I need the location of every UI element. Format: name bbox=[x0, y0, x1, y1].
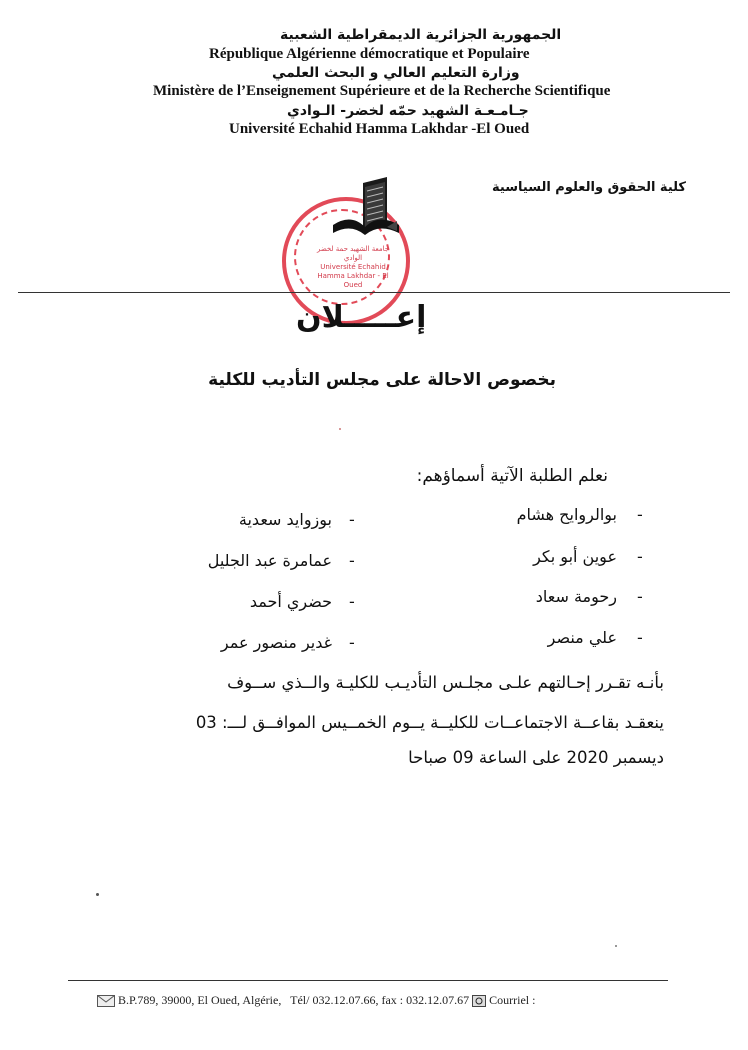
list-dash: - bbox=[349, 510, 355, 529]
student-name: عوين أبو بكر bbox=[533, 547, 617, 566]
announcement-subject: بخصوص الاحالة على مجلس التأديب للكلية bbox=[208, 370, 556, 390]
announcement-title: إعـــــلان bbox=[296, 300, 427, 335]
header-republic-fr: République Algérienne démocratique et Populaire bbox=[209, 46, 530, 62]
footer-phone-fax: Tél/ 032.12.07.66, fax : 032.12.07.67 bbox=[290, 993, 470, 1007]
footer-address: B.P.789, 39000, El Oued, Algérie, bbox=[118, 993, 282, 1007]
student-name: بوزوايد سعدية bbox=[238, 510, 332, 529]
list-dash: - bbox=[349, 633, 355, 652]
list-dash: - bbox=[349, 592, 355, 611]
footer-divider bbox=[68, 980, 668, 981]
scan-speck bbox=[96, 893, 99, 896]
list-dash: - bbox=[637, 505, 643, 524]
envelope-icon bbox=[97, 995, 115, 1007]
header-university-fr: Université Echahid Hamma Lakhdar -El Oued bbox=[229, 121, 530, 137]
footer-email-label: Courriel : bbox=[489, 993, 536, 1007]
scan-speck bbox=[339, 428, 341, 430]
list-dash: - bbox=[637, 628, 643, 647]
header-ministry-fr: Ministère de l’Enseignement Supérieure et de la Recherche Scientifique bbox=[153, 83, 611, 99]
student-name: حضري أحمد bbox=[249, 592, 332, 611]
list-dash: - bbox=[637, 587, 643, 606]
student-name: بوالروايح هشام bbox=[516, 505, 617, 524]
student-name: رحومة سعاد bbox=[535, 587, 617, 606]
header-ministry-ar: وزارة التعليم العالي و البحث العلمي bbox=[272, 65, 520, 81]
student-name: عمامرة عبد الجليل bbox=[207, 551, 332, 570]
stamp-text bbox=[308, 245, 398, 290]
student-name: علي منصر bbox=[547, 628, 617, 647]
email-at-icon bbox=[472, 995, 486, 1007]
list-dash: - bbox=[637, 547, 643, 566]
stamp-text-ar: جامعة الشهيد حمة لخضر الوادي bbox=[316, 245, 390, 262]
header-university-ar: جـامـعـة الشهيد حمّه لخضر- الـوادي bbox=[287, 103, 529, 119]
body-line-2: ينعقـد بقاعــة الاجتماعــات للكليــة يــوم الخمــيس الموافــق لـــ: 03 bbox=[195, 713, 664, 732]
student-name: غدير منصور عمر bbox=[220, 633, 332, 652]
header-divider bbox=[18, 292, 730, 293]
university-building-logo bbox=[325, 175, 405, 245]
intro-line: نعلم الطلبة الآتية أسماؤهم: bbox=[416, 466, 608, 486]
body-line-1: بأنـه تقـرر إحـالتهم علـى مجلـس التأديـب للكليـة والــذي ســوف bbox=[227, 673, 664, 692]
header-republic-ar: الجمهورية الجزائرية الديمقراطية الشعبية bbox=[280, 27, 562, 43]
body-line-3: ديسمبر 2020 على الساعة 09 صباحا bbox=[408, 748, 664, 767]
list-dash: - bbox=[349, 551, 355, 570]
stamp-text-fr: Université Echahid Hamma Lakhdar - El Oued bbox=[317, 263, 389, 289]
scan-speck bbox=[615, 945, 617, 947]
faculty-name: كلية الحقوق والعلوم السياسية bbox=[492, 180, 686, 195]
footer-contact bbox=[97, 993, 535, 1008]
